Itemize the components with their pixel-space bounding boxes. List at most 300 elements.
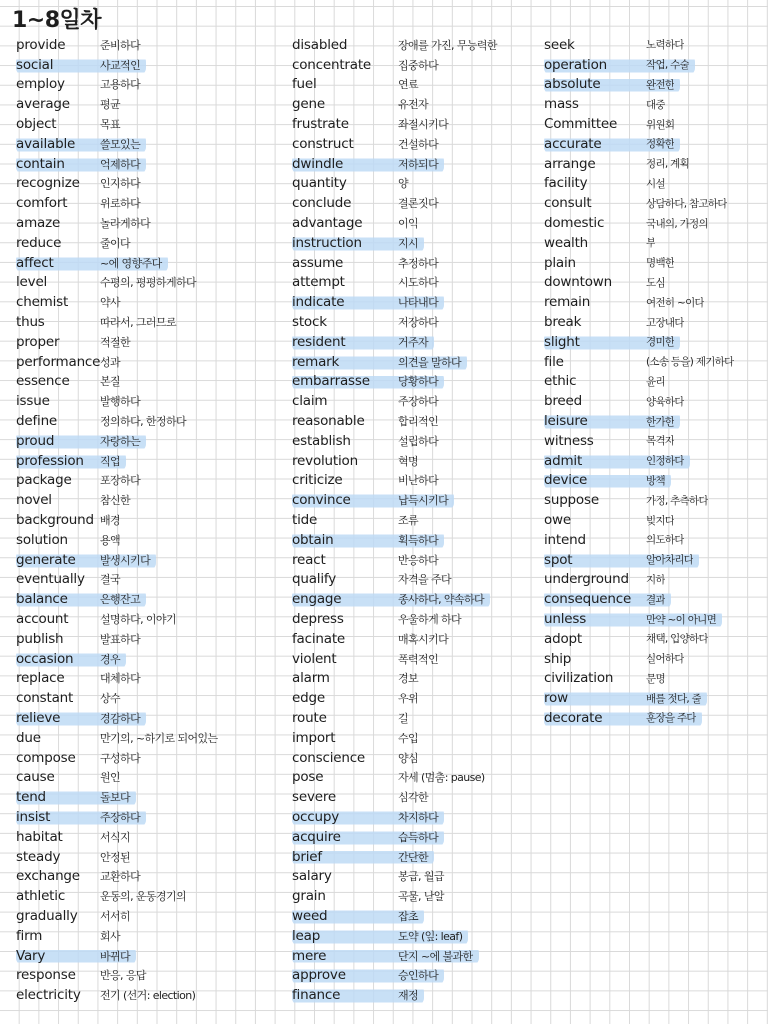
vocab-meaning: 경미한 [646,336,675,349]
vocab-word: obtain [292,531,334,548]
vocab-entry [292,886,450,906]
vocab-entry [544,312,690,332]
vocab-word: proper [16,333,60,350]
vocab-meaning: 윤리 [646,375,665,388]
vocab-meaning: 전기 (선거: election) [100,989,196,1003]
vocab-word: consult [544,195,592,212]
vocab-meaning: 쓸모있는 [100,137,141,151]
vocab-meaning: 단지 ~에 불과한 [398,949,473,963]
vocab-meaning: 양심 [398,751,419,765]
vocab-word: social [16,56,54,73]
vocab-word: violent [292,650,337,667]
vocab-word: dwindle [292,155,344,172]
vocab-word: available [16,135,76,152]
vocab-meaning: 본질 [100,375,121,389]
vocab-entry-highlighted [544,75,680,95]
vocab-word: publish [16,630,64,647]
vocab-entry-highlighted [292,352,467,372]
vocab-meaning: 서서히 [100,909,131,923]
vocab-meaning: 완전한 [646,78,675,91]
vocab-entry [292,134,444,154]
vocab-word: habitat [16,828,63,845]
vocab-word: steady [16,848,61,865]
vocab-meaning: 억제하다 [100,157,141,171]
vocab-entry [16,866,146,886]
vocab-word: device [544,472,588,489]
vocab-entry-highlighted [544,451,690,471]
vocab-word: frustrate [292,116,349,133]
vocab-word: qualify [292,571,337,588]
vocab-entry [16,629,146,649]
vocab-word: underground [544,571,629,588]
vocab-meaning: 돌보다 [100,791,131,805]
vocab-entry [544,669,671,689]
vocab-word: provide [16,36,66,53]
vocab-word: witness [544,432,594,449]
vocab-entry-highlighted [292,946,479,966]
vocab-meaning: 참신한 [100,494,131,508]
vocab-entry [16,669,146,689]
vocab-meaning: 주장하다 [100,810,141,824]
vocab-word: grain [292,888,326,905]
vocab-entry [292,94,434,114]
vocab-word: object [16,116,57,133]
vocab-entry [292,35,503,55]
vocab-meaning: 은행잔고 [100,593,141,607]
vocab-word: reasonable [292,413,365,430]
vocab-word: establish [292,432,351,449]
vocab-entry-highlighted [16,253,168,273]
vocab-meaning: 성과 [100,355,121,369]
vocab-entry [292,253,444,273]
vocab-entry-highlighted [16,708,146,728]
vocab-meaning: 바뀌다 [100,949,131,963]
vocab-entry [544,193,733,213]
vocab-word: due [16,729,41,746]
vocab-entry [16,273,202,293]
vocab-entry [16,827,136,847]
vocab-entry [16,35,146,55]
vocab-meaning: 목표 [100,118,121,132]
vocab-entry-highlighted [292,847,434,867]
vocab-word: response [16,967,76,984]
vocab-entry [16,213,156,233]
vocab-entry-highlighted [16,589,146,609]
vocab-meaning: 종사하다, 약속하다 [398,593,485,607]
vocab-word: leap [292,927,321,944]
vocab-meaning: 배경 [100,514,121,528]
vocab-word: pose [292,769,324,786]
vocab-word: react [292,551,326,568]
vocab-entry [292,510,424,530]
vocab-entry [292,431,444,451]
vocab-meaning: 우울하게 하다 [398,613,462,626]
vocab-meaning: 목격자 [646,435,675,448]
vocab-meaning: 장애를 가진, 무능력한 [398,38,497,52]
vocab-word: compose [16,749,76,766]
vocab-word: reduce [16,234,62,251]
vocab-meaning: 도심 [646,276,665,289]
vocab-entry [292,669,424,689]
vocab-meaning: 줄이다 [100,236,131,250]
vocab-entry-highlighted [292,827,444,847]
vocab-meaning: 경우 [100,652,121,666]
vocab-word: wealth [544,234,589,251]
vocab-word: approve [292,967,346,984]
vocab-entry [292,570,457,590]
vocab-meaning: 회사 [100,929,121,943]
vocab-word: firm [16,927,43,944]
vocab-meaning: 심각한 [398,791,429,805]
vocab-word: facility [544,175,588,192]
vocab-word: performance [16,353,101,370]
vocab-meaning: 적절한 [100,335,131,349]
vocab-word: admit [544,452,583,469]
vocab-word: remark [292,353,340,370]
vocab-entry [292,411,444,431]
vocab-entry [16,233,136,253]
vocab-meaning: 용액 [100,533,121,547]
vocab-word: criticize [292,472,343,489]
vocab-word: contain [16,155,65,172]
vocab-meaning: 놀라게하다 [100,217,151,231]
vocab-entry [16,609,182,629]
vocab-meaning: 포장하다 [100,474,141,488]
vocab-word: facinate [292,630,346,647]
vocab-meaning: 이익 [398,217,419,231]
vocab-meaning: 알아차리다 [646,554,694,567]
vocab-word: level [16,274,48,291]
vocab-entry [544,372,671,392]
vocab-entry [544,154,695,174]
vocab-meaning: 위로하다 [100,197,141,211]
vocab-word: chemist [16,294,69,311]
vocab-meaning: 훈장을 주다 [646,712,696,725]
vocab-word: balance [16,591,68,608]
vocab-entry [292,767,491,787]
vocab-entry [292,193,444,213]
vocab-entry [16,490,136,510]
vocab-entry-highlighted [16,787,136,807]
vocab-word: issue [16,393,50,410]
vocab-entry [544,649,690,669]
vocab-entry [544,629,714,649]
vocab-entry [544,530,690,550]
vocab-entry [16,510,126,530]
vocab-entry [16,728,224,748]
vocab-word: exchange [16,868,80,885]
vocab-column-3 [544,35,740,728]
vocab-entry-highlighted [544,609,722,629]
vocab-word: mere [292,947,327,964]
vocab-meaning: 비난하다 [398,474,439,488]
vocab-word: recognize [16,175,80,192]
vocab-entry [16,570,126,590]
vocab-word: brief [292,848,322,865]
vocab-entry [16,748,146,768]
vocab-meaning: 유전자 [398,98,429,112]
vocab-entry [292,728,424,748]
vocab-word: absolute [544,76,601,93]
vocab-word: Vary [16,947,46,964]
vocab-entry [544,114,680,134]
vocab-entry [292,748,424,768]
vocab-word: account [16,611,69,627]
vocab-word: claim [292,393,328,410]
vocab-word: consequence [544,591,632,608]
vocab-meaning: 수입 [398,731,419,745]
vocab-meaning: 집중하다 [398,58,439,72]
vocab-entry [16,926,126,946]
vocab-meaning: 발행하다 [100,395,141,409]
vocab-word: import [292,729,336,746]
vocab-meaning: 빚지다 [646,514,675,527]
vocab-meaning: 간단한 [398,850,429,864]
vocab-meaning: 한가한 [646,415,675,428]
vocab-meaning: 약사 [100,296,121,310]
vocab-meaning: 나타내다 [398,296,439,310]
vocab-meaning: 저하되다 [398,157,439,171]
vocab-entry [544,391,690,411]
vocab-meaning: 준비하다 [100,38,141,52]
vocab-word: domestic [544,215,605,232]
vocab-entry-highlighted [16,431,146,451]
vocab-meaning: 양육하다 [646,395,684,408]
vocab-entry [292,471,444,491]
vocab-word: suppose [544,492,599,509]
vocab-meaning: 재정 [398,989,419,1003]
vocab-word: intend [544,531,586,548]
vocab-meaning: 자세 (멈춤: pause) [398,771,485,785]
vocab-meaning: 직업 [100,454,121,468]
vocab-meaning: 명백한 [646,257,675,270]
vocab-meaning: 저장하다 [398,316,439,330]
vocab-word: spot [544,551,573,568]
vocab-meaning: 수평의, 평평하게하다 [100,276,197,290]
vocab-word: convince [292,492,351,509]
vocab-entry [16,332,136,352]
vocab-word: define [16,413,58,430]
vocab-meaning: 서식지 [100,830,131,844]
vocab-word: operation [544,56,608,73]
vocab-word: quantity [292,175,347,192]
vocab-entry [16,688,126,708]
vocab-word: civilization [544,670,614,687]
vocab-entry-highlighted [292,807,444,827]
vocab-word: essence [16,373,70,390]
vocab-meaning: 국내의, 가정의 [646,217,708,230]
vocab-entry [544,431,680,451]
vocab-meaning: 결론짓다 [398,197,439,211]
vocab-word: indicate [292,294,345,311]
vocab-word: constant [16,690,74,707]
vocab-entry [16,411,192,431]
vocab-meaning: 조류 [398,514,419,528]
vocab-word: severe [292,789,336,806]
vocab-word: remain [544,294,591,311]
vocab-meaning: 의견을 말하다 [398,355,462,369]
vocab-word: gene [292,96,325,113]
vocab-word: route [292,709,327,726]
vocab-entry [16,114,126,134]
vocab-entry [292,312,444,332]
vocab-entry [544,94,671,114]
vocab-word: plain [544,254,576,271]
vocab-entry-highlighted [544,550,699,570]
vocab-meaning: 평균 [100,98,121,112]
vocab-word: tend [16,789,46,806]
vocab-word: downtown [544,274,612,291]
vocab-meaning: 정확한 [646,138,675,151]
vocab-entry-highlighted [292,292,444,312]
vocab-word: thus [16,314,45,331]
vocab-meaning: 의도하다 [646,534,684,547]
vocab-entry [544,213,714,233]
vocab-entry [16,530,126,550]
vocab-entry [16,75,146,95]
vocab-entry [292,55,444,75]
vocab-word: proud [16,432,55,449]
vocab-word: insist [16,808,51,825]
vocab-word: decorate [544,709,603,726]
vocab-entry [544,490,714,510]
vocab-meaning: 따라서, 그러므로 [100,316,176,330]
vocab-entry-highlighted [544,688,707,708]
vocab-meaning: 사교적인 [100,58,141,72]
vocab-entry [292,273,444,293]
vocab-entry [292,787,434,807]
vocab-meaning: 봉급, 월급 [398,870,444,884]
vocab-meaning: 합리적인 [398,415,439,429]
vocab-meaning: 상담하다, 참고하다 [646,197,727,210]
vocab-meaning: 대체하다 [100,672,141,686]
vocab-entry [292,174,414,194]
vocab-entry [16,965,152,985]
vocab-entry [16,471,146,491]
vocab-entry [544,174,671,194]
vocab-word: Committee [544,116,618,133]
vocab-meaning: 운동의, 운동경기의 [100,890,187,904]
vocab-entry [16,886,192,906]
vocab-word: salary [292,868,332,885]
vocab-column-1 [16,35,224,1005]
vocab-entry [16,94,126,114]
vocab-word: embarrasse [292,373,370,390]
vocab-meaning: 잡초 [398,909,419,923]
vocab-meaning: 혁명 [398,454,419,468]
vocab-entry-highlighted [292,965,444,985]
vocab-meaning: 시설 [646,177,665,190]
vocab-word: occasion [16,650,74,667]
vocab-entry [292,609,467,629]
vocab-word: relieve [16,709,61,726]
vocab-meaning: 부 [646,237,656,250]
vocab-word: seek [544,36,575,53]
vocab-meaning: 고장내다 [646,316,684,329]
vocab-meaning: 건설하다 [398,137,439,151]
vocab-entry-highlighted [292,233,424,253]
vocab-entry [16,312,182,332]
vocab-word: conscience [292,749,366,766]
vocab-word: concentrate [292,56,372,73]
vocab-meaning: 설명하다, 이야기 [100,613,176,626]
vocab-entry-highlighted [292,490,454,510]
vocab-entry-highlighted [544,55,695,75]
vocab-entry [292,629,454,649]
vocab-entry [292,391,444,411]
vocab-word: ethic [544,373,577,390]
vocab-entry [544,273,671,293]
vocab-word: solution [16,531,68,548]
vocab-word: owe [544,512,572,529]
vocab-entry-highlighted [16,451,126,471]
vocab-entry [16,985,201,1005]
vocab-meaning: 노력하다 [646,39,684,52]
vocab-entry-highlighted [544,332,680,352]
vocab-meaning: 곡물, 낟알 [398,890,444,904]
vocab-word: unless [544,611,587,627]
vocab-entry [544,292,710,312]
vocab-meaning: 안정된 [100,850,131,864]
vocab-meaning: 자랑하는 [100,434,141,448]
vocab-meaning: 배를 젓다, 줄 [646,692,702,705]
vocab-entry [544,352,740,372]
vocab-entry [16,352,126,372]
vocab-entry-highlighted [292,332,434,352]
vocab-entry-highlighted [544,411,680,431]
vocab-meaning: 습득하다 [398,830,439,844]
vocab-entry [292,550,444,570]
vocab-meaning: 발생시키다 [100,553,151,567]
vocab-entry [544,35,690,55]
vocab-entry-highlighted [16,55,146,75]
vocab-entry [544,510,680,530]
vocab-word: novel [16,492,52,509]
vocab-meaning: 반응하다 [398,553,439,567]
vocab-column-2 [292,35,503,1005]
vocab-word: instruction [292,234,362,251]
vocab-meaning: 실어하다 [646,653,684,666]
vocab-entry-highlighted [544,134,680,154]
vocab-word: finance [292,987,341,1004]
vocab-entry [292,688,424,708]
vocab-entry [16,391,146,411]
vocab-word: mass [544,96,579,113]
vocab-entry-highlighted [16,154,146,174]
vocab-word: eventually [16,571,85,588]
vocab-entry-highlighted [16,134,146,154]
vocab-entry-highlighted [16,807,146,827]
vocab-entry [16,174,146,194]
vocab-meaning: 자격을 주다 [398,573,452,587]
vocab-meaning: 결과 [646,593,665,606]
vocab-word: cause [16,769,55,786]
vocab-entry-highlighted [292,906,424,926]
vocab-word: accurate [544,135,602,152]
vocab-word: acquire [292,828,341,845]
vocab-meaning: 승인하다 [398,969,439,983]
vocab-word: edge [292,690,325,707]
vocab-word: file [544,353,564,370]
vocab-word: revolution [292,452,358,469]
vocab-meaning: 폭력적인 [398,652,439,666]
vocab-meaning: 여전히 ~이다 [646,296,704,309]
vocab-word: assume [292,254,344,271]
vocab-meaning: 만기의, ~하기로 되어있는 [100,731,218,745]
vocab-entry-highlighted [544,589,671,609]
vocab-word: comfort [16,195,68,212]
vocab-word: package [16,472,72,489]
